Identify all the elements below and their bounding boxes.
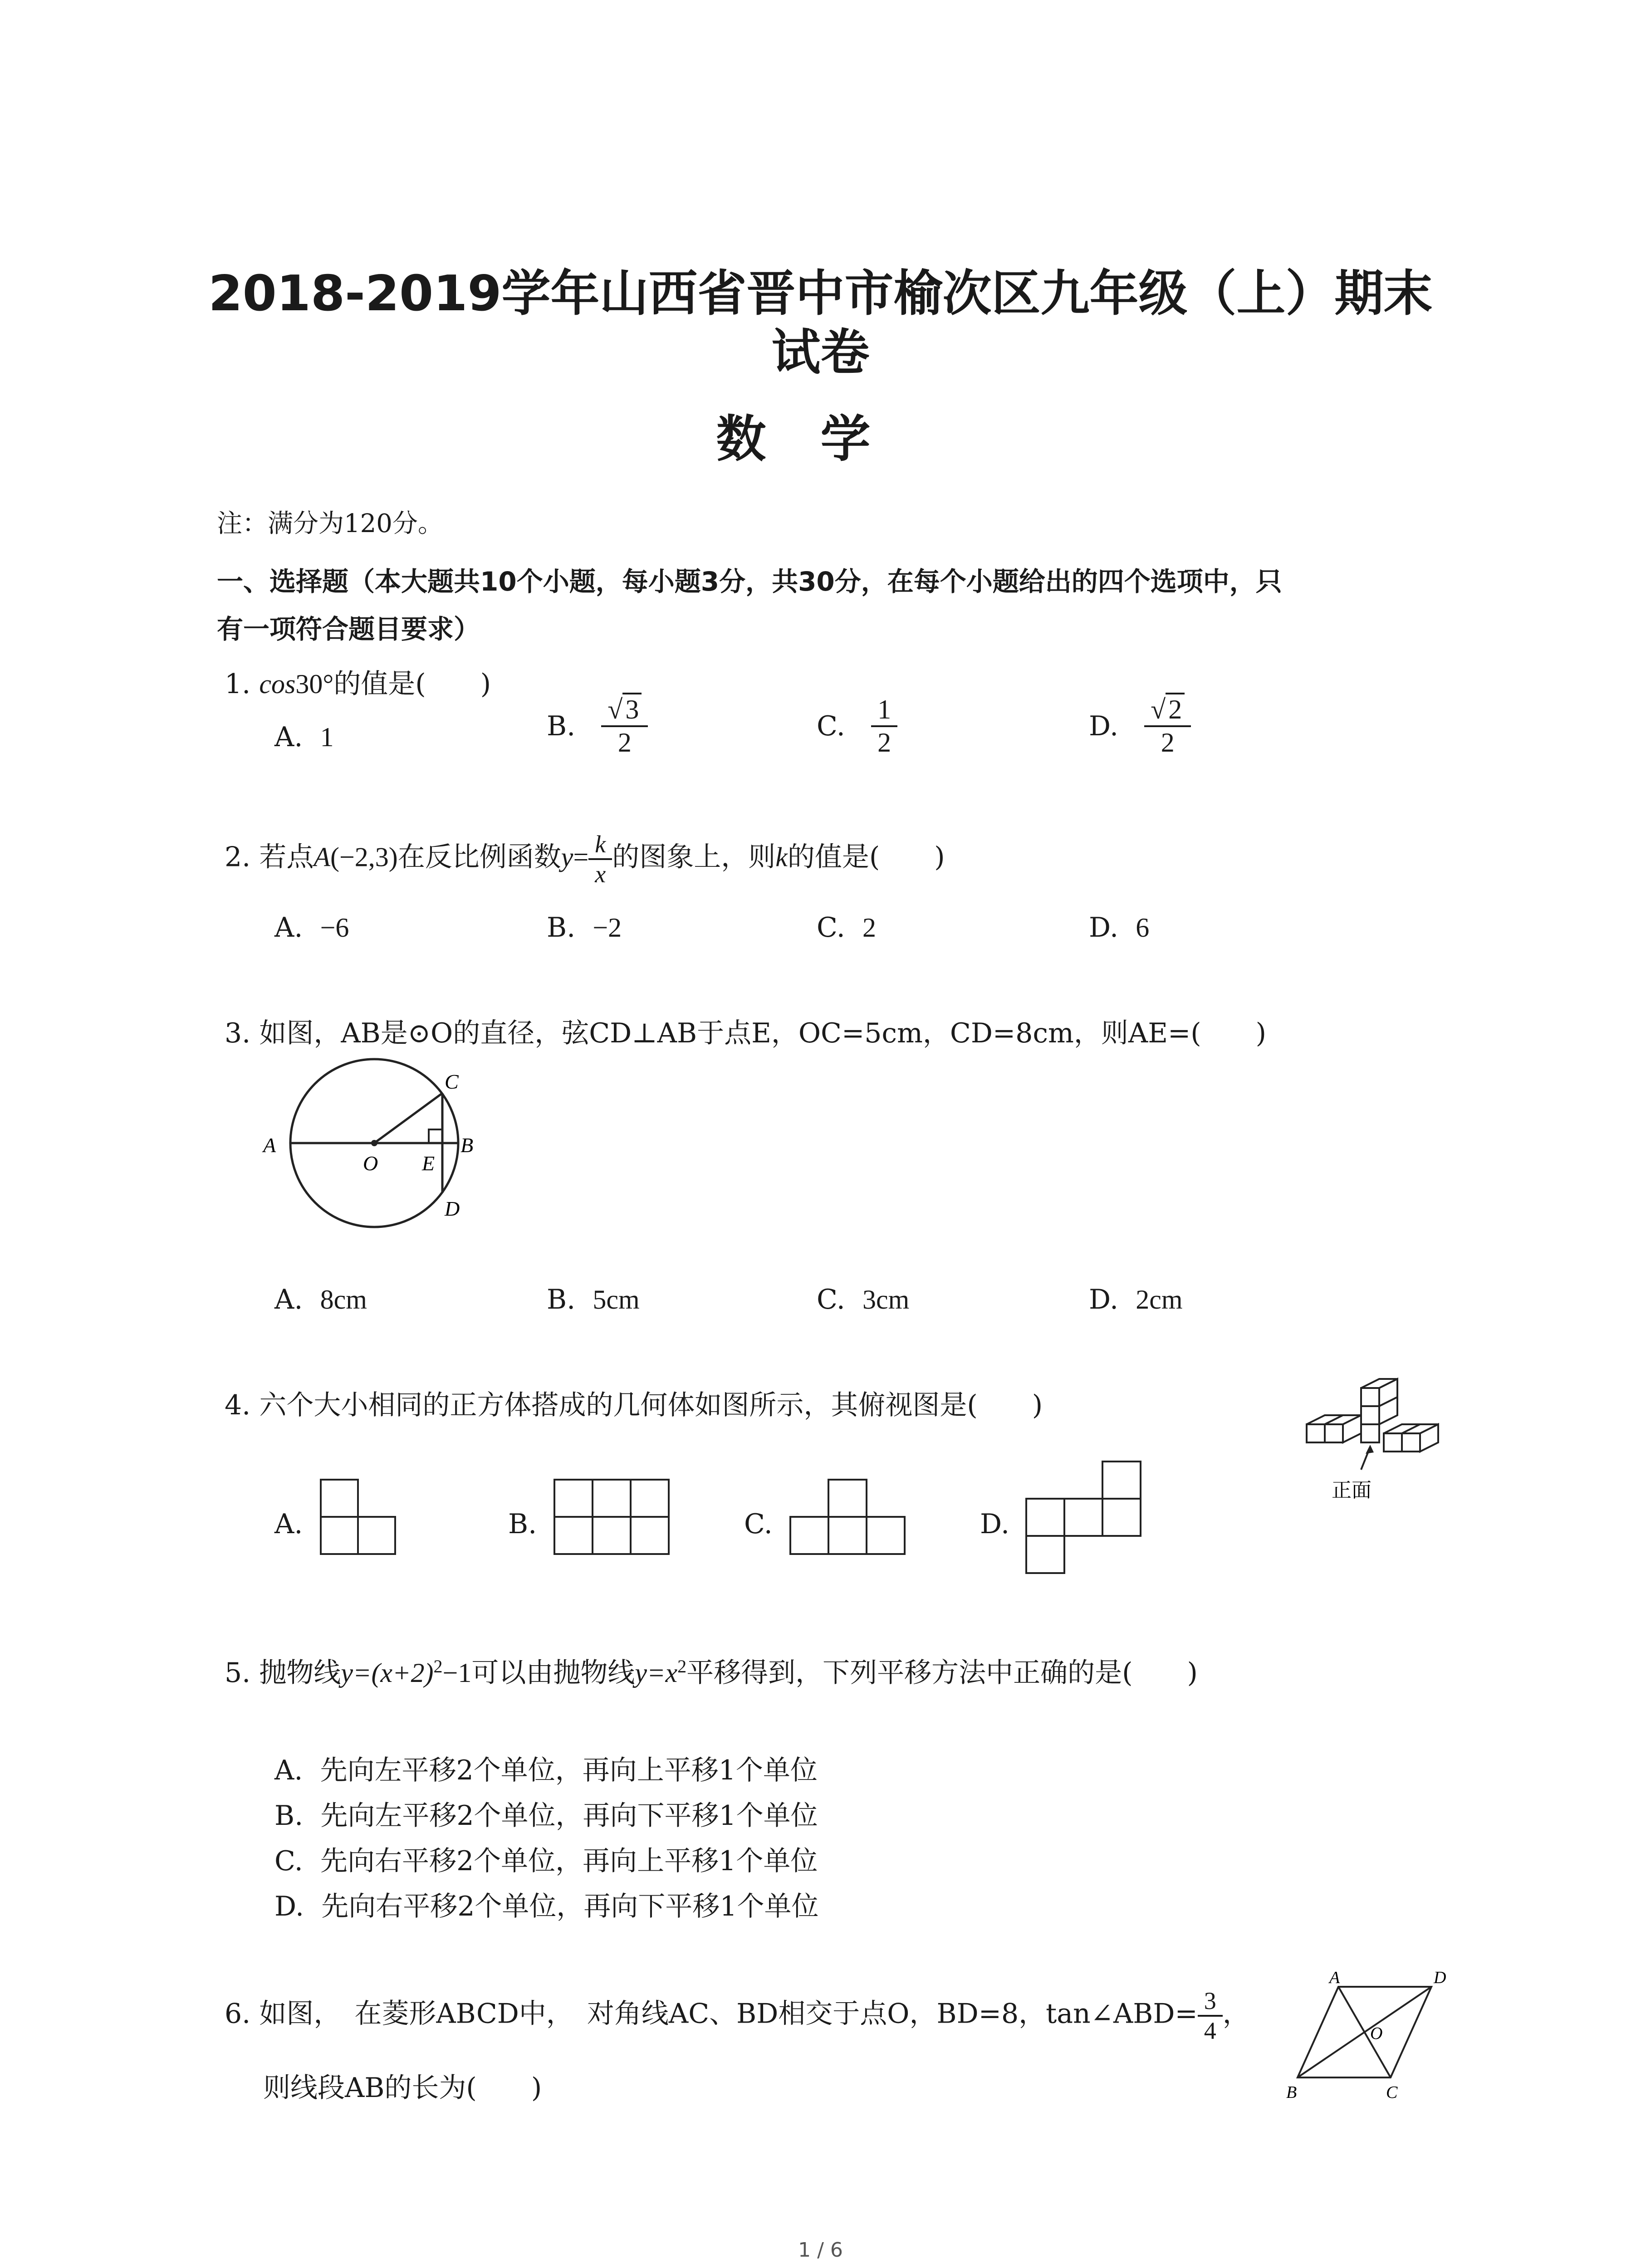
question-1-stem: 1. cos30°的值是( ) [225, 668, 491, 700]
label-o: O [363, 1152, 378, 1175]
question-5-option-b: B. 先向左平移2个单位，再向下平移1个单位 [274, 1800, 818, 1832]
question-6-stem-line-2: 则线段AB的长为( ) [263, 2072, 542, 2104]
center-point [371, 1140, 377, 1146]
question-3-stem: 3. 如图，AB是⊙O的直径，弦CD⊥AB于点E，OC=5cm，CD=8cm，则AE=( ) [225, 1017, 1267, 1049]
question-2-option-d: D. 6 [1089, 912, 1150, 943]
label-e: E [422, 1152, 435, 1175]
label-b: B [1286, 2083, 1297, 2102]
radius-oc [374, 1093, 442, 1143]
question-2-option-c: C. 2 [817, 912, 876, 943]
front-view-label: 正面 [1332, 1479, 1372, 1502]
question-4-option-d-label: D. [980, 1508, 1010, 1540]
question-1-option-c: C. $\frac{1}{2}$ [817, 694, 897, 758]
title-line-1: 2018-2019学年山西省晋中市榆次区九年级（上）期末 [208, 265, 1433, 322]
question-3-option-c: C. 3cm [817, 1284, 910, 1315]
label-a: A [1329, 1969, 1340, 1987]
page-number: 1 / 6 [798, 2239, 843, 2262]
question-1-option-a: A. 1 [274, 721, 334, 753]
label-a: A [263, 1134, 276, 1157]
question-2-stem: 2. 若点A(−2,3)在反比例函数y= $\frac{k}{x}$ 的图象上，则k的值是( ) [225, 831, 945, 888]
title-line-2: 试卷 [771, 324, 870, 381]
question-4-option-b-grid [554, 1479, 676, 1560]
label-c: C [445, 1070, 459, 1093]
label-d: D [1434, 1969, 1446, 1987]
question-5-stem: 5. 抛物线$y=(x+2)^2-1$可以由抛物线$y=x^2$平移得到，下列平移方法中正确的是( ) [225, 1656, 1198, 1689]
question-4-option-a-label: A. [274, 1508, 303, 1540]
label-b: B [460, 1134, 474, 1157]
question-4-option-b-label: B. [508, 1508, 537, 1540]
question-4-option-c-grid [789, 1479, 912, 1560]
subject-title: 数学 [716, 410, 925, 468]
question-2-option-b: B. −2 [547, 912, 622, 943]
question-6-rhombus-figure [1284, 1969, 1456, 2105]
question-3-option-d: D. 2cm [1089, 1284, 1183, 1315]
question-5-option-c: C. 先向右平移2个单位，再向上平移1个单位 [274, 1845, 818, 1877]
question-1-option-b: B. $\frac{√ 3}{2}$ [547, 694, 648, 758]
question-6-stem-line-1: 6. 如图， 在菱形ABCD中， 对角线AC、BD相交于点O，BD=8，tan∠ABD= $\frac{3}{4}$ ， [225, 1987, 1250, 2045]
label-c: C [1386, 2083, 1398, 2102]
section-header-line-1: 一、选择题（本大题共10个小题，每小题3分，共30分，在每个小题给出的四个选项中，只 [217, 566, 1282, 597]
question-3-option-a: A. 8cm [274, 1284, 367, 1315]
question-4-option-c-label: C. [744, 1508, 773, 1540]
question-4-stem: 4. 六个大小相同的正方体搭成的几何体如图所示，其俯视图是( ) [225, 1389, 1043, 1421]
question-4-option-d-grid [1025, 1461, 1148, 1583]
question-1-option-d: D. $\frac{√ 2}{2}$ [1089, 694, 1191, 758]
score-note: 注：满分为120分。 [217, 509, 443, 538]
question-4-option-a-grid [320, 1479, 402, 1560]
question-3-option-b: B. 5cm [547, 1284, 640, 1315]
question-5-option-d: D. 先向右平移2个单位，再向下平移1个单位 [274, 1891, 819, 1922]
label-o: O [1370, 2024, 1383, 2043]
question-5-option-a: A. 先向左平移2个单位，再向上平移1个单位 [274, 1755, 818, 1786]
label-d: D [445, 1197, 460, 1220]
question-4-cubes-figure [1293, 1370, 1456, 1524]
question-2-option-a: A. −6 [274, 912, 349, 943]
right-angle-mark [429, 1129, 442, 1143]
question-3-circle-figure [254, 1057, 508, 1247]
section-header-line-2: 有一项符合题目要求） [217, 614, 480, 645]
